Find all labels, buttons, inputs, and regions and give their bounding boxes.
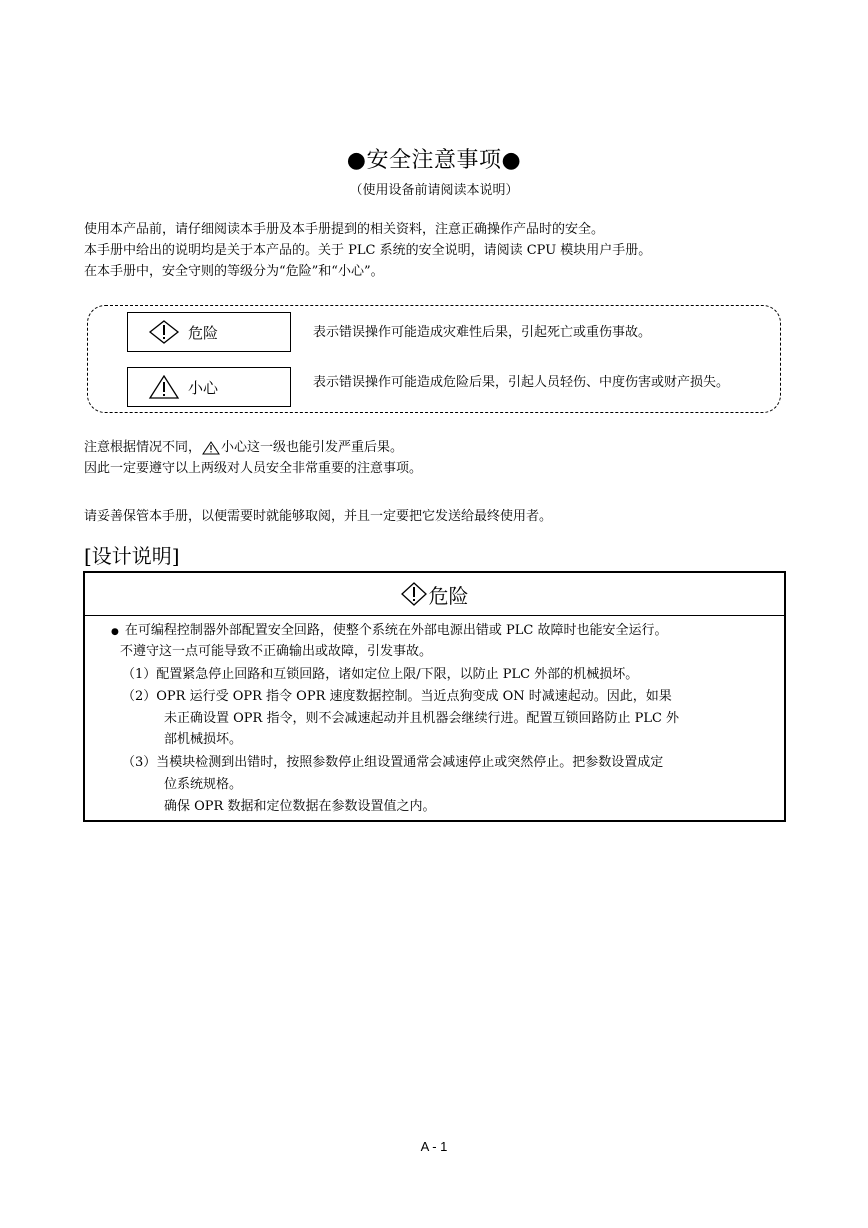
design-danger-box [83, 571, 786, 822]
page-title: ●安全注意事项● [346, 148, 522, 173]
notes-line-1-end: 小心这一级也能引发严重后果。 [221, 440, 404, 455]
intro-paragraph [84, 219, 804, 282]
caution-triangle-icon [202, 441, 220, 455]
danger-line: 部机械损坏。 [164, 732, 243, 747]
caution-legend-box [127, 367, 291, 407]
danger-line: 确保 OPR 数据和定位数据在参数设置值之内。 [164, 799, 436, 814]
danger-legend-label: 危险 [188, 323, 219, 342]
notes-line-1 [84, 437, 804, 458]
intro-line: 使用本产品前，请仔细阅读本手册及本手册提到的相关资料，注意正确操作产品时的安全。 [84, 222, 605, 237]
danger-diamond-icon [401, 582, 427, 606]
caution-legend-label: 小心 [188, 378, 219, 397]
danger-legend-description: 表示错误操作可能造成灾难性后果，引起死亡或重伤事故。 [313, 325, 652, 340]
notes-line-2: 因此一定要遵守以上两级对人员安全非常重要的注意事项。 [84, 461, 423, 476]
intro-line: 在本手册中，安全守则的等级分为“危险”和“小心”。 [84, 264, 384, 279]
danger-box-heading-text: 危险 [428, 583, 469, 608]
danger-legend-box [127, 312, 291, 352]
danger-line: 未正确设置 OPR 指令，则不会减速起动并且机器会继续行进。配置互锁回路防止 PLC 外 [164, 711, 680, 726]
notes-line-1-start: 注意根据情况不同， [84, 440, 202, 455]
danger-line: （1）配置紧急停止回路和互锁回路，诸如定位上限/下限，以防止 PLC 外部的机械损坏。 [122, 667, 639, 682]
intro-line: 本手册中给出的说明均是关于本产品的。关于 PLC 系统的安全说明，请阅读 CPU 模块用户手册。 [84, 243, 652, 258]
caution-triangle-icon [148, 375, 180, 399]
caution-notes [84, 437, 804, 479]
danger-line: （2）OPR 运行受 OPR 指令 OPR 速度数据控制。当近点狗变成 ON 时减速起动。因此，如果 [122, 689, 672, 704]
danger-box-heading [85, 573, 784, 616]
danger-diamond-icon [148, 320, 180, 344]
danger-line-text: 在可编程控制器外部配置安全回路，使整个系统在外部电源出错或 PLC 故障时也能安全运行。 [124, 623, 668, 638]
danger-line: （3）当模块检测到出错时，按照参数停止组设置通常会减速停止或突然停止。把参数设置成定 [122, 755, 664, 770]
caution-legend-description: 表示错误操作可能造成危险后果，引起人员轻伤、中度伤害或财产损失。 [313, 375, 730, 390]
page-number: A - 1 [420, 1139, 448, 1154]
section-title: [设计说明] [84, 544, 180, 568]
page-subtitle: （使用设备前请阅读本说明） [349, 183, 519, 198]
danger-line: 位系统规格。 [164, 777, 243, 792]
bullet-mark: ● [111, 627, 119, 637]
danger-line: 不遵守这一点可能导致不正确输出或故障，引发事故。 [120, 644, 433, 659]
danger-line [111, 621, 667, 642]
keep-manual-note: 请妥善保管本手册，以便需要时就能够取阅，并且一定要把它发送给最终使用者。 [84, 509, 553, 524]
